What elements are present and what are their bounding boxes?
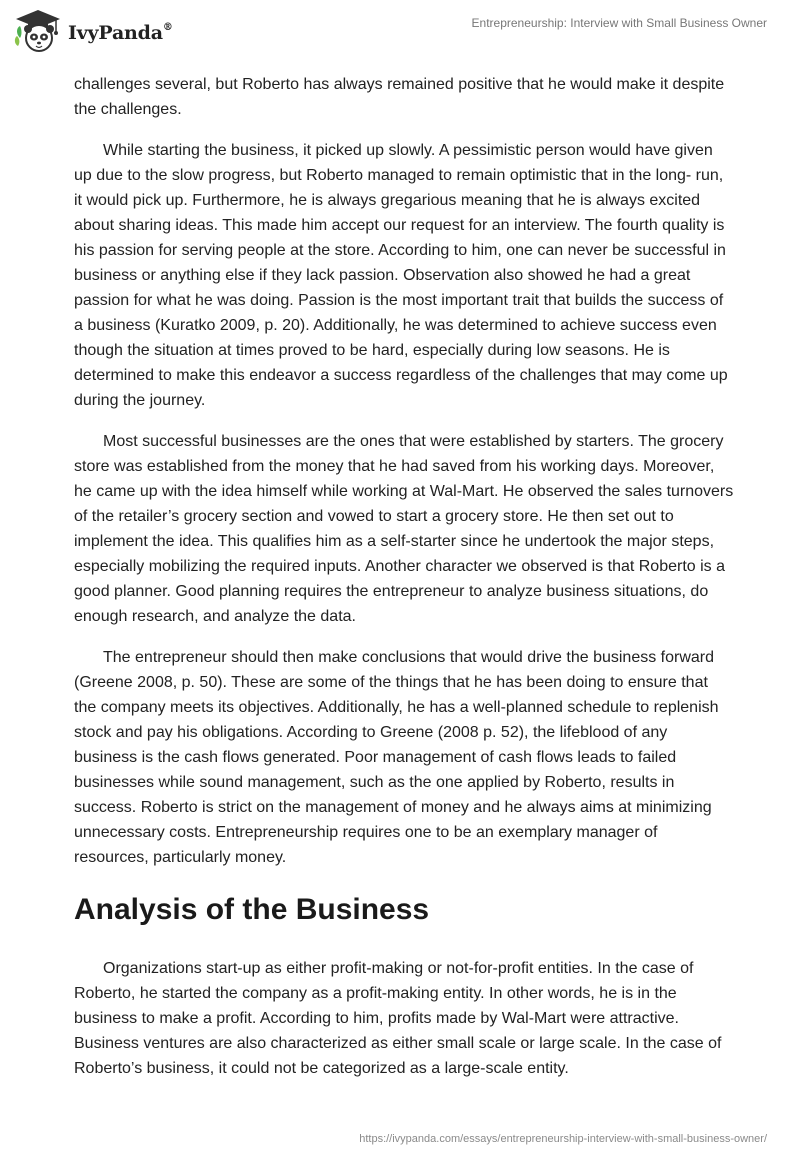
- paragraph: challenges several, but Roberto has always remained positive that he would make it despite the challenges.: [74, 76, 725, 118]
- brand-name: IvyPanda®: [68, 21, 173, 44]
- section-heading: Analysis of the Business: [74, 893, 430, 926]
- paragraph: The entrepreneur should then make conclusions that would drive the business forward (Greene 2008, p. 50). These are some of the things that he has been doing to ensure that the company meets its objectives. Additionally, he has a well-planned schedule to replenish stock and pay his obligations. According to Greene (2008 p. 52), the lifeblood of any business is the cash flows generated. Poor management of cash flows leads to failed businesses while sound management, such as the one applied by Roberto, results in success. Roberto is strict on the management of money and he always aims at minimizing unnecessary costs. Entrepreneurship requires one to be an exemplary manager of resources, particularly money.: [74, 649, 719, 866]
- source-url[interactable]: https://ivypanda.com/essays/entrepreneurship-interview-with-small-business-owner/: [359, 1133, 767, 1145]
- paragraph: While starting the business, it picked up slowly. A pessimistic person would have given up due to the slow progress, but Roberto managed to remain optimistic that in the long- run, it would pick up. Furthermore, he is always gregarious meaning that he is always excited about sharing ideas. This made him accept our request for an interview. The fourth quality is his passion for serving people at the store. According to him, one can never be successful in business or anything else if they lack passion. Observation also showed he had a great passion for what he was doing. Passion is the most important trait that builds the success of a business (Kuratko 2009, p. 20). Additionally, he was determined to achieve success even though the situation at times proved to be hard, especially during low seasons. He is determined to make this endeavor a success regardless of the challenges that may come up during the journey.: [74, 142, 728, 409]
- paragraph: Most successful businesses are the ones that were established by starters. The grocery store was established from the money that he had saved from his working days. Moreover, he came up with the idea himself while working at Wal-Mart. He observed the sales turnovers of the retailer’s grocery section and vowed to start a grocery store. He then set out to implement the idea. This qualifies him as a self-starter since he undertook the major steps, especially mobilizing the required inputs. Another character we observed is that Roberto is a good planner. Good planning requires the entrepreneur to analyze business situations, do enough research, and analyze the data.: [74, 433, 734, 625]
- brand-logo[interactable]: [14, 8, 173, 54]
- paragraph: Organizations start-up as either profit-making or not-for-profit entities. In the case of Roberto, he started the company as a profit-making entity. In other words, he is in the business to make a profit. According to him, profits made by Wal-Mart were attractive. Business ventures are also characterized as either small scale or large scale. In the case of Roberto’s business, it could not be categorized as a large-scale entity.: [74, 960, 722, 1077]
- panda-logo-icon: [14, 8, 62, 54]
- document-title: Entrepreneurship: Interview with Small Business Owner: [471, 16, 767, 30]
- essay-body: [74, 72, 734, 1097]
- page-header: [0, 0, 800, 70]
